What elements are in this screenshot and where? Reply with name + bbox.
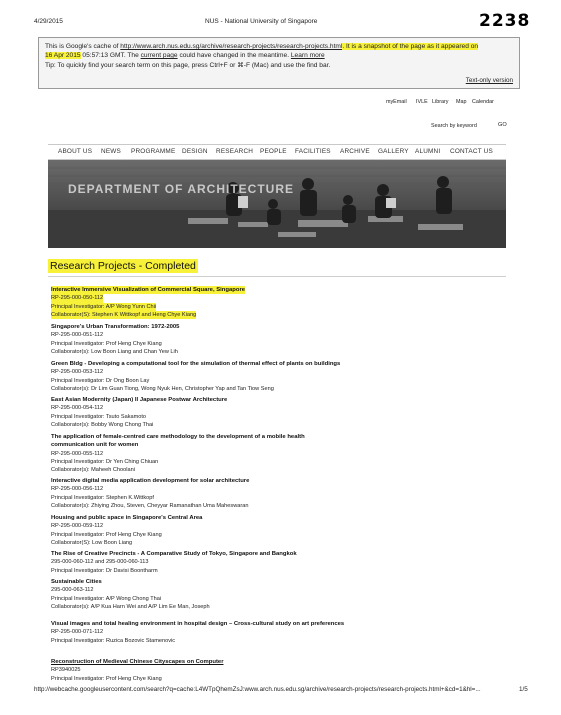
project-item: [51, 578, 491, 611]
project-code: 295-000-063-112: [51, 587, 94, 594]
nav-research[interactable]: RESEARCH: [216, 148, 254, 155]
nav-news[interactable]: NEWS: [101, 148, 121, 155]
main-nav: [48, 144, 506, 160]
project-title: Visual images and total healing environment in hospital design – Cross-cultural study on art preferences: [51, 621, 345, 627]
project-item: [51, 360, 491, 393]
print-footer-url: http://webcache.googleusercontent.com/search?q=cache:L4WTpQhemZsJ:www.arch.nus.edu.sg/archive/research-projects/research-projects.html+&cd=1&hl=...: [34, 686, 481, 693]
nav-contact-us[interactable]: CONTACT US: [450, 148, 493, 155]
project-item: [51, 286, 491, 319]
project-title: Sustainable Cities: [51, 579, 102, 585]
project-title: The application of female-centred care methodology to the development of a mobile health: [51, 434, 305, 440]
cache-url-link[interactable]: http://www.arch.nus.edu.sg/archive/research-projects/research-projects.html: [120, 43, 343, 50]
project-pi: Principal Investigator: Tsuto Sakamoto: [51, 413, 147, 420]
project-item: [51, 658, 491, 683]
project-item: [51, 477, 491, 510]
nav-about-us[interactable]: ABOUT US: [58, 148, 93, 155]
section-title: Research Projects - Completed: [50, 260, 196, 272]
project-collaborators: Collaborator(s): Dr Lim Guan Tiong, Wong Nyuk Hen, Christopher Yap and Tan Tiow Seng: [51, 385, 274, 392]
project-pi: Principal Investigator: Prof Heng Chye Kiang: [51, 531, 162, 538]
project-title-continued: communication unit for women: [51, 442, 139, 449]
nav-facilities[interactable]: FACILITIES: [295, 148, 331, 155]
banner-department-text: DEPARTMENT OF ARCHITECTURE: [68, 182, 294, 196]
project-pi: Principal Investigator: Dr Ong Boon Lay: [51, 377, 150, 384]
project-code: 295-000-060-112 and 295-000-060-113: [51, 559, 149, 566]
project-code: RP-295-000-071-112: [51, 629, 104, 636]
project-item: [51, 396, 491, 429]
project-title: Interactive digital media application development for solar architecture: [51, 478, 250, 484]
learn-more-link[interactable]: Learn more: [290, 52, 325, 59]
project-title: Green Bldg - Developing a computational tool for the simulation of thermal effect of plants on buildings: [51, 361, 341, 367]
nav-people[interactable]: PEOPLE: [260, 148, 287, 155]
project-collaborators: Collaborator(s): Low Boon Liang and Chan Yew Lih: [51, 348, 178, 355]
project-item: [51, 620, 491, 645]
project-pi: Principal Investigator: A/P Wong Chong Thai: [51, 595, 162, 602]
project-collaborators: Collaborator(s): Zhiying Zhou, Steven, Cheyyar Ramanathan Uma Maheswaran: [51, 502, 249, 509]
project-collaborators: Collaborator(s): Bobby Wong Chong Thai: [51, 421, 154, 428]
cache-notice: [38, 37, 520, 89]
project-title[interactable]: Interactive Immersive Visualization of Commercial Square, Singapore: [51, 287, 246, 293]
search-label: Search by keyword: [431, 123, 477, 129]
project-collaborators: Collaborator(S): Stephen K Wittkopf and Heng Chye Kiang: [51, 311, 197, 318]
print-title: NUS - National University of Singapore: [205, 18, 318, 25]
print-page-number: 1/5: [519, 686, 528, 693]
project-item: [51, 550, 491, 575]
print-date: 4/29/2015: [34, 18, 63, 25]
project-code: RP-295-000-050-112: [51, 295, 104, 302]
project-item: [51, 514, 491, 547]
nav-gallery[interactable]: GALLERY: [378, 148, 409, 155]
project-code: RP-295-000-053-112: [51, 369, 104, 376]
section-divider: [48, 276, 506, 277]
project-pi: Principal Investigator: Prof Heng Chye Kiang: [51, 675, 162, 682]
search-go-button[interactable]: GO: [498, 122, 507, 128]
project-code: RP-295-000-051-112: [51, 332, 104, 339]
nav-programme[interactable]: PROGRAMME: [131, 148, 176, 155]
link-calendar[interactable]: Calendar: [472, 99, 494, 105]
project-code: RP3940025: [51, 667, 81, 674]
project-collaborators: Collaborator(s): Maheeh Choolani: [51, 467, 135, 474]
project-item: [51, 323, 491, 356]
cache-line-2: 16 Apr 2015 05:57:13 GMT. The current page could have changed in the meantime. Learn more: [45, 52, 325, 59]
nav-design[interactable]: DESIGN: [182, 148, 208, 155]
document-stamp-number: 2238: [479, 11, 531, 31]
project-pi: Principal Investigator: Dr Davisi Boontharm: [51, 567, 158, 574]
department-banner-photo: [48, 160, 506, 248]
project-title: Housing and public space in Singapore's Central Area: [51, 515, 203, 521]
project-collaborators: Collaborator(S): Low Boon Liang: [51, 539, 133, 546]
project-code: RP-295-000-056-112: [51, 486, 104, 493]
current-page-link[interactable]: current page: [140, 52, 178, 59]
project-collaborators: Collaborator(s): A/P Kua Harn Wei and A/P Lim Ee Man, Joseph: [51, 603, 210, 610]
nav-alumni[interactable]: ALUMNI: [415, 148, 441, 155]
project-pi: Principal Investigator: Prof Heng Chye Kiang: [51, 340, 162, 347]
project-pi: Principal Investigator: Stephen K.Wittkopf: [51, 494, 154, 501]
project-pi: Principal Investigator: Dr Yen Ching Chiuan: [51, 458, 159, 465]
project-item: [51, 433, 491, 474]
nav-archive[interactable]: ARCHIVE: [340, 148, 370, 155]
banner-photo-illustration: [48, 160, 506, 248]
project-title: Singapore's Urban Transformation: 1972-2005: [51, 324, 180, 330]
text-only-version-link[interactable]: Text-only version: [465, 77, 513, 84]
project-pi: Principal Investigator: Ruzica Bozovic Stamenovic: [51, 637, 176, 644]
link-myemail[interactable]: myEmail: [386, 99, 407, 105]
link-library[interactable]: Library: [432, 99, 449, 105]
project-code: RP-295-000-054-112: [51, 405, 104, 412]
project-title: East Asian Modernity (Japan) II Japanese Postwar Architecture: [51, 397, 228, 403]
project-title: The Rise of Creative Precincts - A Comparative Study of Tokyo, Singapore and Bangkok: [51, 551, 297, 557]
project-code: RP-295-000-055-112: [51, 450, 104, 457]
cache-line-1: This is Google's cache of http://www.arch.nus.edu.sg/archive/research-projects/research-projects.html. It is a snapshot of the page as it appeared on: [45, 43, 479, 50]
link-map[interactable]: Map: [456, 99, 467, 105]
cache-tip: Tip: To quickly find your search term on this page, press Ctrl+F or ⌘-F (Mac) and use the find bar.: [45, 62, 331, 69]
link-ivle[interactable]: IVLE: [416, 99, 428, 105]
project-code: RP-295-000-059-112: [51, 523, 104, 530]
project-pi: Principal Investigator: A/P Wong Yunn Chii: [51, 303, 157, 310]
project-title-link[interactable]: Reconstruction of Medieval Chinese Cityscapes on Computer: [51, 659, 224, 665]
